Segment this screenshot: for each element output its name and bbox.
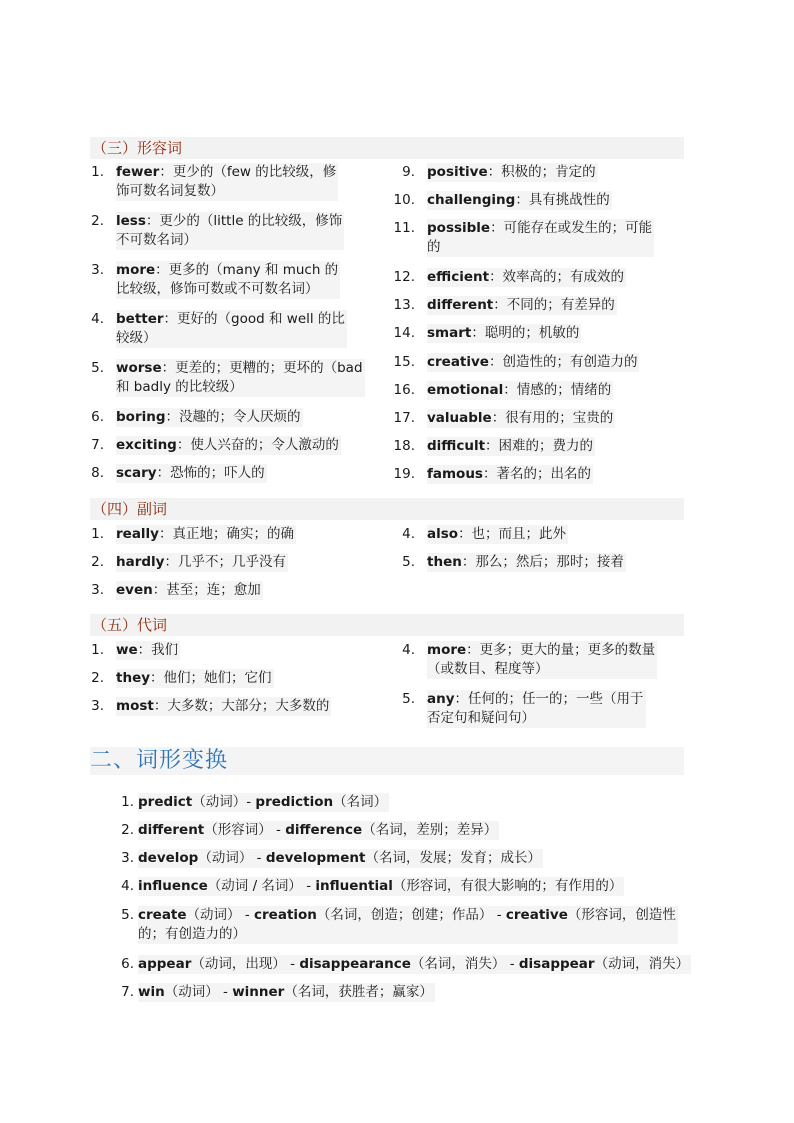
vocab-definition: ：更少的（few 的比较级，修 bbox=[159, 164, 337, 180]
item-line bbox=[427, 437, 595, 456]
vocab-term: creative bbox=[427, 354, 489, 370]
item-line bbox=[138, 793, 389, 812]
item-number: 7. bbox=[91, 437, 104, 453]
item-number: 4. bbox=[402, 526, 415, 542]
word-form-term: predict bbox=[138, 794, 193, 810]
word-form-note: （动词）- bbox=[192, 794, 256, 810]
item-line bbox=[138, 955, 691, 974]
item-number: 1. bbox=[91, 642, 104, 658]
item-line bbox=[116, 163, 338, 182]
vocab-definition: ：积极的；肯定的 bbox=[487, 164, 596, 180]
word-form-term: influential bbox=[315, 878, 393, 894]
item-body bbox=[114, 669, 276, 688]
vocab-definition: ：可能存在或发生的；可能 bbox=[490, 220, 653, 236]
item-number: 13. bbox=[393, 297, 415, 313]
vocab-term: then bbox=[427, 554, 462, 570]
item-line bbox=[427, 381, 613, 400]
item-number: 8. bbox=[91, 465, 104, 481]
item-body bbox=[114, 359, 367, 397]
item-line bbox=[427, 238, 654, 257]
vocab-definition: ：也；而且；此外 bbox=[458, 526, 567, 542]
item-number: 7. bbox=[121, 984, 134, 1000]
item-body bbox=[114, 408, 305, 427]
item-body bbox=[138, 821, 499, 840]
word-form-item bbox=[121, 877, 624, 896]
item-number: 6. bbox=[91, 409, 104, 425]
section-heading-word-forms: 二、词形变换 bbox=[90, 747, 684, 775]
item-line bbox=[116, 310, 347, 329]
word-form-note: （动词） - bbox=[164, 984, 233, 1000]
word-form-term: disappearance bbox=[299, 956, 411, 972]
item-line bbox=[427, 163, 598, 182]
item-body bbox=[425, 268, 628, 287]
item-number: 3. bbox=[91, 262, 104, 278]
section-heading-adverbs: （四）副词 bbox=[90, 498, 684, 520]
word-form-term: different bbox=[138, 822, 205, 838]
vocab-definition: 不可数名词） bbox=[116, 232, 197, 248]
vocab-definition: ：著名的；出名的 bbox=[482, 466, 591, 482]
item-line bbox=[116, 329, 347, 348]
item-line bbox=[427, 553, 626, 572]
vocab-term: worse bbox=[116, 360, 162, 376]
item-line bbox=[116, 641, 180, 660]
item-body bbox=[138, 955, 691, 974]
word-form-item bbox=[121, 983, 435, 1002]
item-number: 15. bbox=[393, 354, 415, 370]
item-line bbox=[427, 324, 581, 343]
vocab-term: really bbox=[116, 526, 159, 542]
vocab-definition: 比较级，修饰可数或不可数名词） bbox=[116, 281, 319, 297]
vocab-term: emotional bbox=[427, 382, 504, 398]
item-line bbox=[138, 849, 543, 868]
item-line bbox=[427, 268, 626, 287]
vocab-term: positive bbox=[427, 164, 488, 180]
vocab-definition: ：具有挑战性的 bbox=[515, 192, 610, 208]
item-line bbox=[427, 709, 646, 728]
item-line bbox=[116, 669, 274, 688]
item-number: 18. bbox=[393, 438, 415, 454]
word-form-note: （名词，差别；差异） bbox=[362, 822, 498, 838]
vocab-definition: 较级） bbox=[116, 330, 157, 346]
item-line bbox=[427, 191, 612, 210]
item-number: 4. bbox=[91, 311, 104, 327]
section-heading-adjectives: （三）形容词 bbox=[90, 137, 684, 159]
item-body bbox=[425, 353, 641, 372]
vocab-term: even bbox=[116, 582, 153, 598]
item-line bbox=[116, 553, 288, 572]
vocab-term: boring bbox=[116, 409, 166, 425]
item-body bbox=[425, 525, 570, 544]
vocab-term: challenging bbox=[427, 192, 516, 208]
item-number: 3. bbox=[121, 850, 134, 866]
vocab-definition: ：更少的（little 的比较级，修饰 bbox=[145, 213, 343, 229]
item-number: 14. bbox=[393, 325, 415, 341]
item-body bbox=[114, 697, 333, 716]
item-line bbox=[138, 906, 678, 925]
item-body bbox=[425, 324, 583, 343]
vocab-definition: ：几乎不；几乎没有 bbox=[164, 554, 286, 570]
item-line bbox=[138, 925, 678, 944]
vocab-term: more bbox=[427, 642, 467, 658]
item-line bbox=[116, 261, 340, 280]
item-line bbox=[116, 212, 344, 231]
vocab-definition: ：创造性的；有创造力的 bbox=[488, 354, 638, 370]
item-body bbox=[425, 409, 617, 428]
vocab-term: different bbox=[427, 297, 494, 313]
vocab-definition: 的 bbox=[427, 239, 441, 255]
item-body bbox=[425, 641, 659, 679]
item-number: 2. bbox=[91, 670, 104, 686]
vocab-definition: ：没趣的；令人厌烦的 bbox=[165, 409, 301, 425]
vocab-definition: ：任何的；任一的；一些（用于 bbox=[454, 691, 644, 707]
word-form-item bbox=[121, 849, 543, 868]
item-number: 17. bbox=[393, 410, 415, 426]
item-body bbox=[138, 877, 624, 896]
word-form-note: （名词，消失） - bbox=[410, 956, 519, 972]
vocab-definition: 饰可数名词复数） bbox=[116, 183, 224, 199]
item-line bbox=[427, 525, 568, 544]
word-form-note: （名词，获胜者；赢家） bbox=[284, 984, 433, 1000]
vocab-term: scary bbox=[116, 465, 157, 481]
item-body bbox=[114, 436, 343, 455]
word-form-item bbox=[121, 906, 678, 944]
word-form-note: （名词，创造；创建；作品） - bbox=[316, 907, 506, 923]
vocab-term: fewer bbox=[116, 164, 160, 180]
item-number: 5. bbox=[402, 554, 415, 570]
word-form-note: （动词，出现） - bbox=[191, 956, 300, 972]
item-body bbox=[138, 983, 435, 1002]
vocab-definition: ：使人兴奋的；令人激动的 bbox=[176, 437, 339, 453]
item-body bbox=[114, 212, 346, 250]
item-number: 10. bbox=[393, 192, 415, 208]
word-form-note: （形容词） - bbox=[204, 822, 286, 838]
vocab-definition: ：那么；然后；那时；接着 bbox=[461, 554, 624, 570]
vocab-definition: ：甚至；连；愈加 bbox=[152, 582, 261, 598]
item-number: 4. bbox=[402, 642, 415, 658]
word-form-note: （动词） - bbox=[186, 907, 255, 923]
vocab-term: better bbox=[116, 311, 164, 327]
vocab-term: they bbox=[116, 670, 151, 686]
item-number: 9. bbox=[402, 164, 415, 180]
item-line bbox=[427, 296, 617, 315]
word-form-item bbox=[121, 793, 389, 812]
vocab-term: famous bbox=[427, 466, 483, 482]
item-number: 2. bbox=[121, 822, 134, 838]
item-line bbox=[427, 353, 639, 372]
item-number: 5. bbox=[91, 360, 104, 376]
item-line bbox=[116, 464, 267, 483]
vocab-term: valuable bbox=[427, 410, 492, 426]
vocab-definition: ：我们 bbox=[137, 642, 179, 658]
item-number: 1. bbox=[91, 526, 104, 542]
item-line bbox=[116, 697, 331, 716]
vocab-term: efficient bbox=[427, 269, 490, 285]
item-line bbox=[427, 641, 657, 660]
vocab-definition: ：更多；更大的量；更多的数量 bbox=[466, 642, 656, 658]
item-body bbox=[425, 163, 600, 182]
item-line bbox=[116, 408, 303, 427]
item-body bbox=[425, 296, 619, 315]
word-form-note: （动词） - bbox=[198, 850, 266, 866]
item-body bbox=[425, 690, 648, 728]
item-number: 3. bbox=[91, 582, 104, 598]
vocab-definition: ：聪明的；机敏的 bbox=[471, 325, 580, 341]
item-line bbox=[116, 525, 296, 544]
item-number: 2. bbox=[91, 554, 104, 570]
vocab-term: any bbox=[427, 691, 455, 707]
item-number: 19. bbox=[393, 466, 415, 482]
item-number: 3. bbox=[91, 698, 104, 714]
vocab-term: more bbox=[116, 262, 156, 278]
vocab-term: most bbox=[116, 698, 154, 714]
item-body bbox=[114, 310, 349, 348]
item-line bbox=[427, 660, 657, 679]
word-form-item bbox=[121, 821, 499, 840]
vocab-term: also bbox=[427, 526, 459, 542]
word-form-term: develop bbox=[138, 850, 199, 866]
vocab-definition: ：很有用的；宝贵的 bbox=[491, 410, 614, 426]
word-form-term: appear bbox=[138, 956, 192, 972]
item-number: 1. bbox=[121, 794, 134, 810]
word-form-note: （动词，消失） bbox=[594, 956, 690, 972]
item-body bbox=[425, 465, 595, 484]
item-body bbox=[114, 464, 269, 483]
vocab-term: difficult bbox=[427, 438, 486, 454]
vocab-definition: （或数目、程度等） bbox=[427, 661, 549, 677]
item-number: 11. bbox=[393, 220, 415, 236]
vocab-definition: ：大多数；大部分；大多数的 bbox=[153, 698, 330, 714]
word-form-term: creative bbox=[505, 907, 568, 923]
vocab-definition: ：困难的；费力的 bbox=[485, 438, 594, 454]
vocab-definition: ：情感的；情绪的 bbox=[503, 382, 612, 398]
item-line bbox=[427, 219, 654, 238]
word-form-term: development bbox=[265, 850, 366, 866]
word-form-note: （形容词，创造性 bbox=[567, 907, 676, 923]
vocab-term: possible bbox=[427, 220, 491, 236]
item-body bbox=[425, 553, 628, 572]
item-line bbox=[116, 280, 340, 299]
item-body bbox=[425, 219, 656, 257]
vocab-definition: ：不同的；有差异的 bbox=[493, 297, 615, 313]
vocab-definition: 和 badly 的比较级） bbox=[116, 379, 243, 395]
item-body bbox=[114, 261, 342, 299]
vocab-term: exciting bbox=[116, 437, 177, 453]
word-form-term: influence bbox=[138, 878, 208, 894]
item-line bbox=[138, 983, 435, 1002]
vocab-definition: ：效率高的；有成效的 bbox=[489, 269, 625, 285]
word-form-item bbox=[121, 955, 691, 974]
vocab-definition: ：更多的（many 和 much 的 bbox=[155, 262, 339, 278]
vocab-definition: ：他们；她们；它们 bbox=[150, 670, 272, 686]
vocab-definition: 否定句和疑问句） bbox=[427, 710, 535, 726]
item-line bbox=[116, 436, 341, 455]
word-form-note: 的；有创造力的） bbox=[138, 926, 246, 942]
vocab-term: less bbox=[116, 213, 146, 229]
item-line bbox=[116, 378, 365, 397]
vocab-definition: ：恐怖的；吓人的 bbox=[156, 465, 265, 481]
item-number: 12. bbox=[393, 269, 415, 285]
item-body bbox=[114, 581, 265, 600]
vocab-term: smart bbox=[427, 325, 472, 341]
item-number: 16. bbox=[393, 382, 415, 398]
word-form-term: creation bbox=[254, 907, 317, 923]
item-line bbox=[116, 359, 365, 378]
vocab-definition: ：真正地；确实；的确 bbox=[158, 526, 294, 542]
item-line bbox=[116, 182, 338, 201]
word-form-term: difference bbox=[285, 822, 363, 838]
item-body bbox=[138, 906, 678, 944]
section-heading-pronouns: （五）代词 bbox=[90, 614, 684, 636]
item-line bbox=[138, 877, 624, 896]
item-number: 5. bbox=[402, 691, 415, 707]
item-body bbox=[138, 849, 543, 868]
word-form-note: （动词 / 名词） - bbox=[207, 878, 316, 894]
item-body bbox=[425, 381, 615, 400]
word-form-term: win bbox=[138, 984, 165, 1000]
item-body bbox=[114, 525, 298, 544]
item-body bbox=[138, 793, 389, 812]
item-body bbox=[114, 553, 290, 572]
vocab-term: we bbox=[116, 642, 138, 658]
item-line bbox=[116, 231, 344, 250]
item-number: 6. bbox=[121, 956, 134, 972]
item-line bbox=[427, 409, 615, 428]
word-form-note: （名词，发展；发育；成长） bbox=[365, 850, 541, 866]
item-body bbox=[114, 163, 340, 201]
item-line bbox=[427, 465, 593, 484]
word-form-term: create bbox=[138, 907, 187, 923]
item-line bbox=[138, 821, 499, 840]
vocab-definition: ：更差的；更糟的；更坏的（bad bbox=[161, 360, 363, 376]
word-form-term: prediction bbox=[255, 794, 334, 810]
item-line bbox=[116, 581, 263, 600]
item-number: 1. bbox=[91, 164, 104, 180]
vocab-term: hardly bbox=[116, 554, 165, 570]
item-number: 5. bbox=[121, 907, 134, 923]
item-number: 4. bbox=[121, 878, 134, 894]
vocab-definition: ：更好的（good 和 well 的比 bbox=[163, 311, 345, 327]
item-number: 2. bbox=[91, 213, 104, 229]
word-form-note: （形容词，有很大影响的；有作用的） bbox=[392, 878, 623, 894]
item-body bbox=[425, 191, 614, 210]
item-line bbox=[427, 690, 646, 709]
word-form-term: winner bbox=[232, 984, 285, 1000]
word-form-note: （名词） bbox=[333, 794, 388, 810]
item-body bbox=[425, 437, 597, 456]
word-form-term: disappear bbox=[518, 956, 595, 972]
item-body bbox=[114, 641, 182, 660]
